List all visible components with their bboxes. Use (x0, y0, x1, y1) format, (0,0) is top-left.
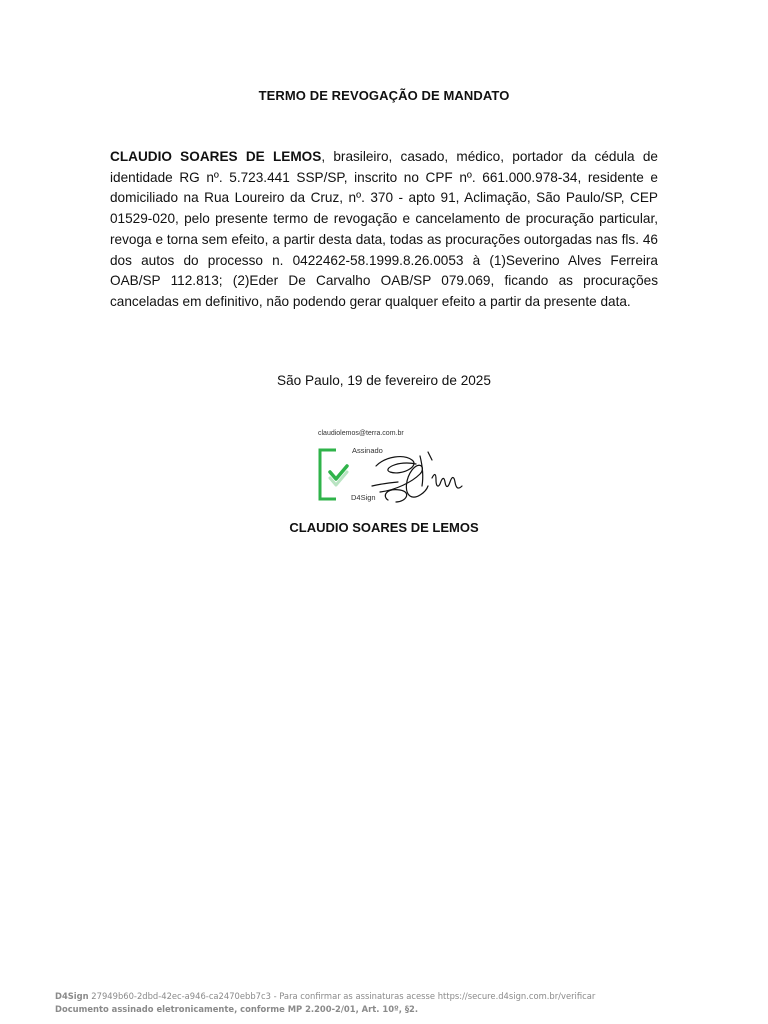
signed-status: Assinado (352, 446, 383, 455)
document-body (110, 147, 658, 313)
footer-verify-text: 27949b60-2dbd-42ec-a946-ca2470ebb7c3 - Para confirmar as assinaturas acesse https://secure.d4sign.com.br/verificar (88, 991, 596, 1001)
checkmark-icon (330, 466, 347, 485)
verification-footer (55, 990, 735, 1015)
footer-brand: D4Sign (55, 991, 89, 1001)
document-title: TERMO DE REVOGAÇÃO DE MANDATO (258, 88, 510, 103)
signer-name: CLAUDIO SOARES DE LEMOS (289, 520, 479, 535)
signature-stamp (316, 430, 476, 508)
stamp-provider: D4Sign (351, 493, 376, 502)
footer-line-1 (55, 990, 735, 1003)
handwritten-signature (372, 452, 462, 502)
footer-line-2: Documento assinado eletronicamente, conforme MP 2.200-2/01, Art. 10º, §2. (55, 1003, 419, 1014)
signature-graphic (316, 430, 476, 508)
signer-email: claudiolemos@terra.com.br (318, 430, 404, 437)
place-date: São Paulo, 19 de fevereiro de 2025 (277, 373, 491, 388)
body-text: , brasileiro, casado, médico, portador da cédula de identidade RG nº. 5.723.441 SSP/SP, inscrito no CPF nº. 661.000.978-34, residente e domiciliado na Rua Loureiro da Cruz, nº. 370 - apto 91, Aclimação, São Paulo/SP, CEP 01529-020, pelo presente termo de revogação e cancelamento de procuração particular, revoga e torna sem efeito, a partir desta data, todas as procurações outorgadas nas fls. 46 dos autos do processo n. 0422462-58.1999.8.26.0053 à (1)Severino Alves Ferreira OAB/SP 112.813; (2)Eder De Carvalho OAB/SP 079.069, ficando as procurações canceladas em definitivo, não podendo gerar qualquer efeito a partir da presente data. (110, 149, 658, 309)
grantor-name: CLAUDIO SOARES DE LEMOS (110, 149, 322, 164)
